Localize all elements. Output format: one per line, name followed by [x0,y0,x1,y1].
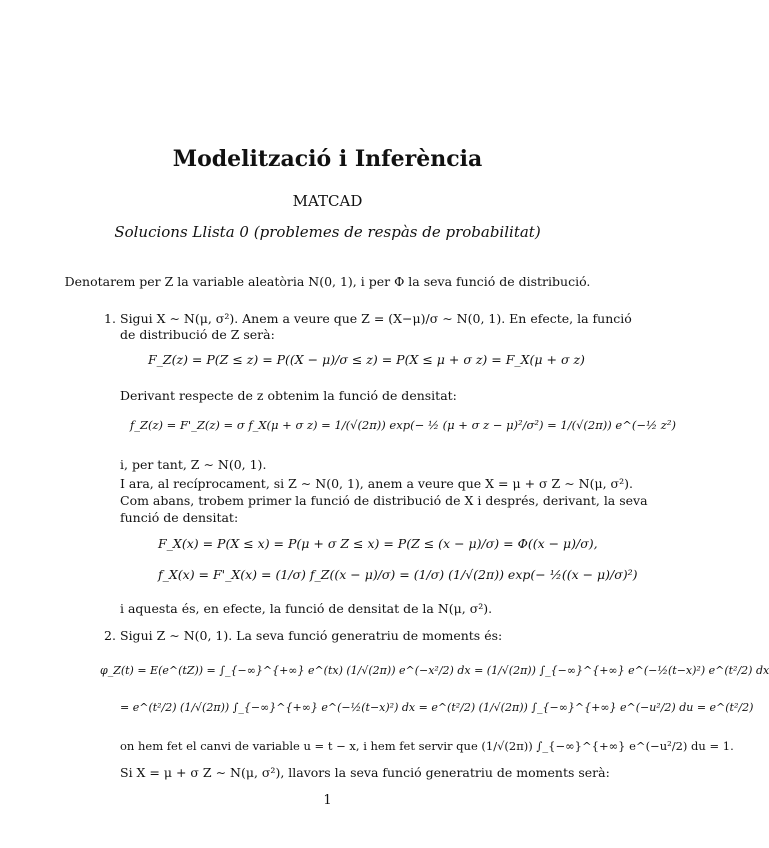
document-subtitle: Solucions Llista 0 (problemes de respàs de probabilitat) [114,223,541,241]
equation-3a: F_X(x) = P(X ≤ x) = P(μ + σ Z ≤ x) = P(Z ≤ (x − μ)/σ) = Φ((x − μ)/σ), [158,536,598,551]
item1-paragraph-5: i aquesta és, en efecte, la funció de densitat de la N(μ, σ²). [120,601,493,616]
equation-2: f_Z(z) = F'_Z(z) = σ f_X(μ + σ z) = 1/(√(2π)) exp(− ½ (μ + σ z − μ)²/σ²) = 1/(√(2π)) e^(−½ z²) [130,418,676,432]
item1-line2: de distribució de Z serà: [120,327,275,342]
equation-4a: φ_Z(t) = E(e^(tZ)) = ∫_{−∞}^{+∞} e^(tx) (1/√(2π)) e^(−x²/2) dx = (1/√(2π)) ∫_{−∞}^{+∞} e^(−½(t−x)²) e^(t²/2) dx [100,664,769,677]
item1-line1: Sigui X ∼ N(μ, σ²). Anem a veure que Z = (X−μ)/σ ∼ N(0, 1). En efecte, la funció [120,311,632,326]
item1-p4-line1: I ara, al recíprocament, si Z ∼ N(0, 1), anem a veure que X = μ + σ Z ∼ N(μ, σ²). [120,476,633,491]
equation-1: F_Z(z) = P(Z ≤ z) = P((X − μ)/σ ≤ z) = P(X ≤ μ + σ z) = F_X(μ + σ z) [148,352,585,367]
course-name: MATCAD [292,192,363,210]
item1-paragraph-3: i, per tant, Z ∼ N(0, 1). [120,457,267,472]
page-number: 1 [323,793,332,808]
item-number-2: 2. [104,628,116,643]
item2-paragraph-7: Si X = μ + σ Z ∼ N(μ, σ²), llavors la seva funció generatriu de moments serà: [120,765,610,780]
item-number-1: 1. [104,311,116,326]
item1-paragraph-2: Derivant respecte de z obtenim la funció de densitat: [120,388,457,403]
document-title: Modelització i Inferència [172,146,483,172]
equation-4b: = e^(t²/2) (1/√(2π)) ∫_{−∞}^{+∞} e^(−½(t−x)²) dx = e^(t²/2) (1/√(2π)) ∫_{−∞}^{+∞} e^(−u²/2) du = e^(t²/2) [120,701,754,714]
item2-paragraph-6: on hem fet el canvi de variable u = t − x, i hem fet servir que (1/√(2π)) ∫_{−∞}^{+∞} e^(−u²/2) du = 1. [120,739,734,753]
item1-p4-line3: funció de densitat: [120,510,239,525]
item2-line1: Sigui Z ∼ N(0, 1). La seva funció generatriu de moments és: [120,628,503,643]
intro-paragraph: Denotarem per Z la variable aleatòria N(0, 1), i per Φ la seva funció de distribució. [64,274,591,289]
item1-p4-line2: Com abans, trobem primer la funció de distribució de X i després, derivant, la seva [120,493,648,508]
equation-3b: f_X(x) = F'_X(x) = (1/σ) f_Z((x − μ)/σ) = (1/σ) (1/√(2π)) exp(− ½((x − μ)/σ)²) [158,567,638,582]
